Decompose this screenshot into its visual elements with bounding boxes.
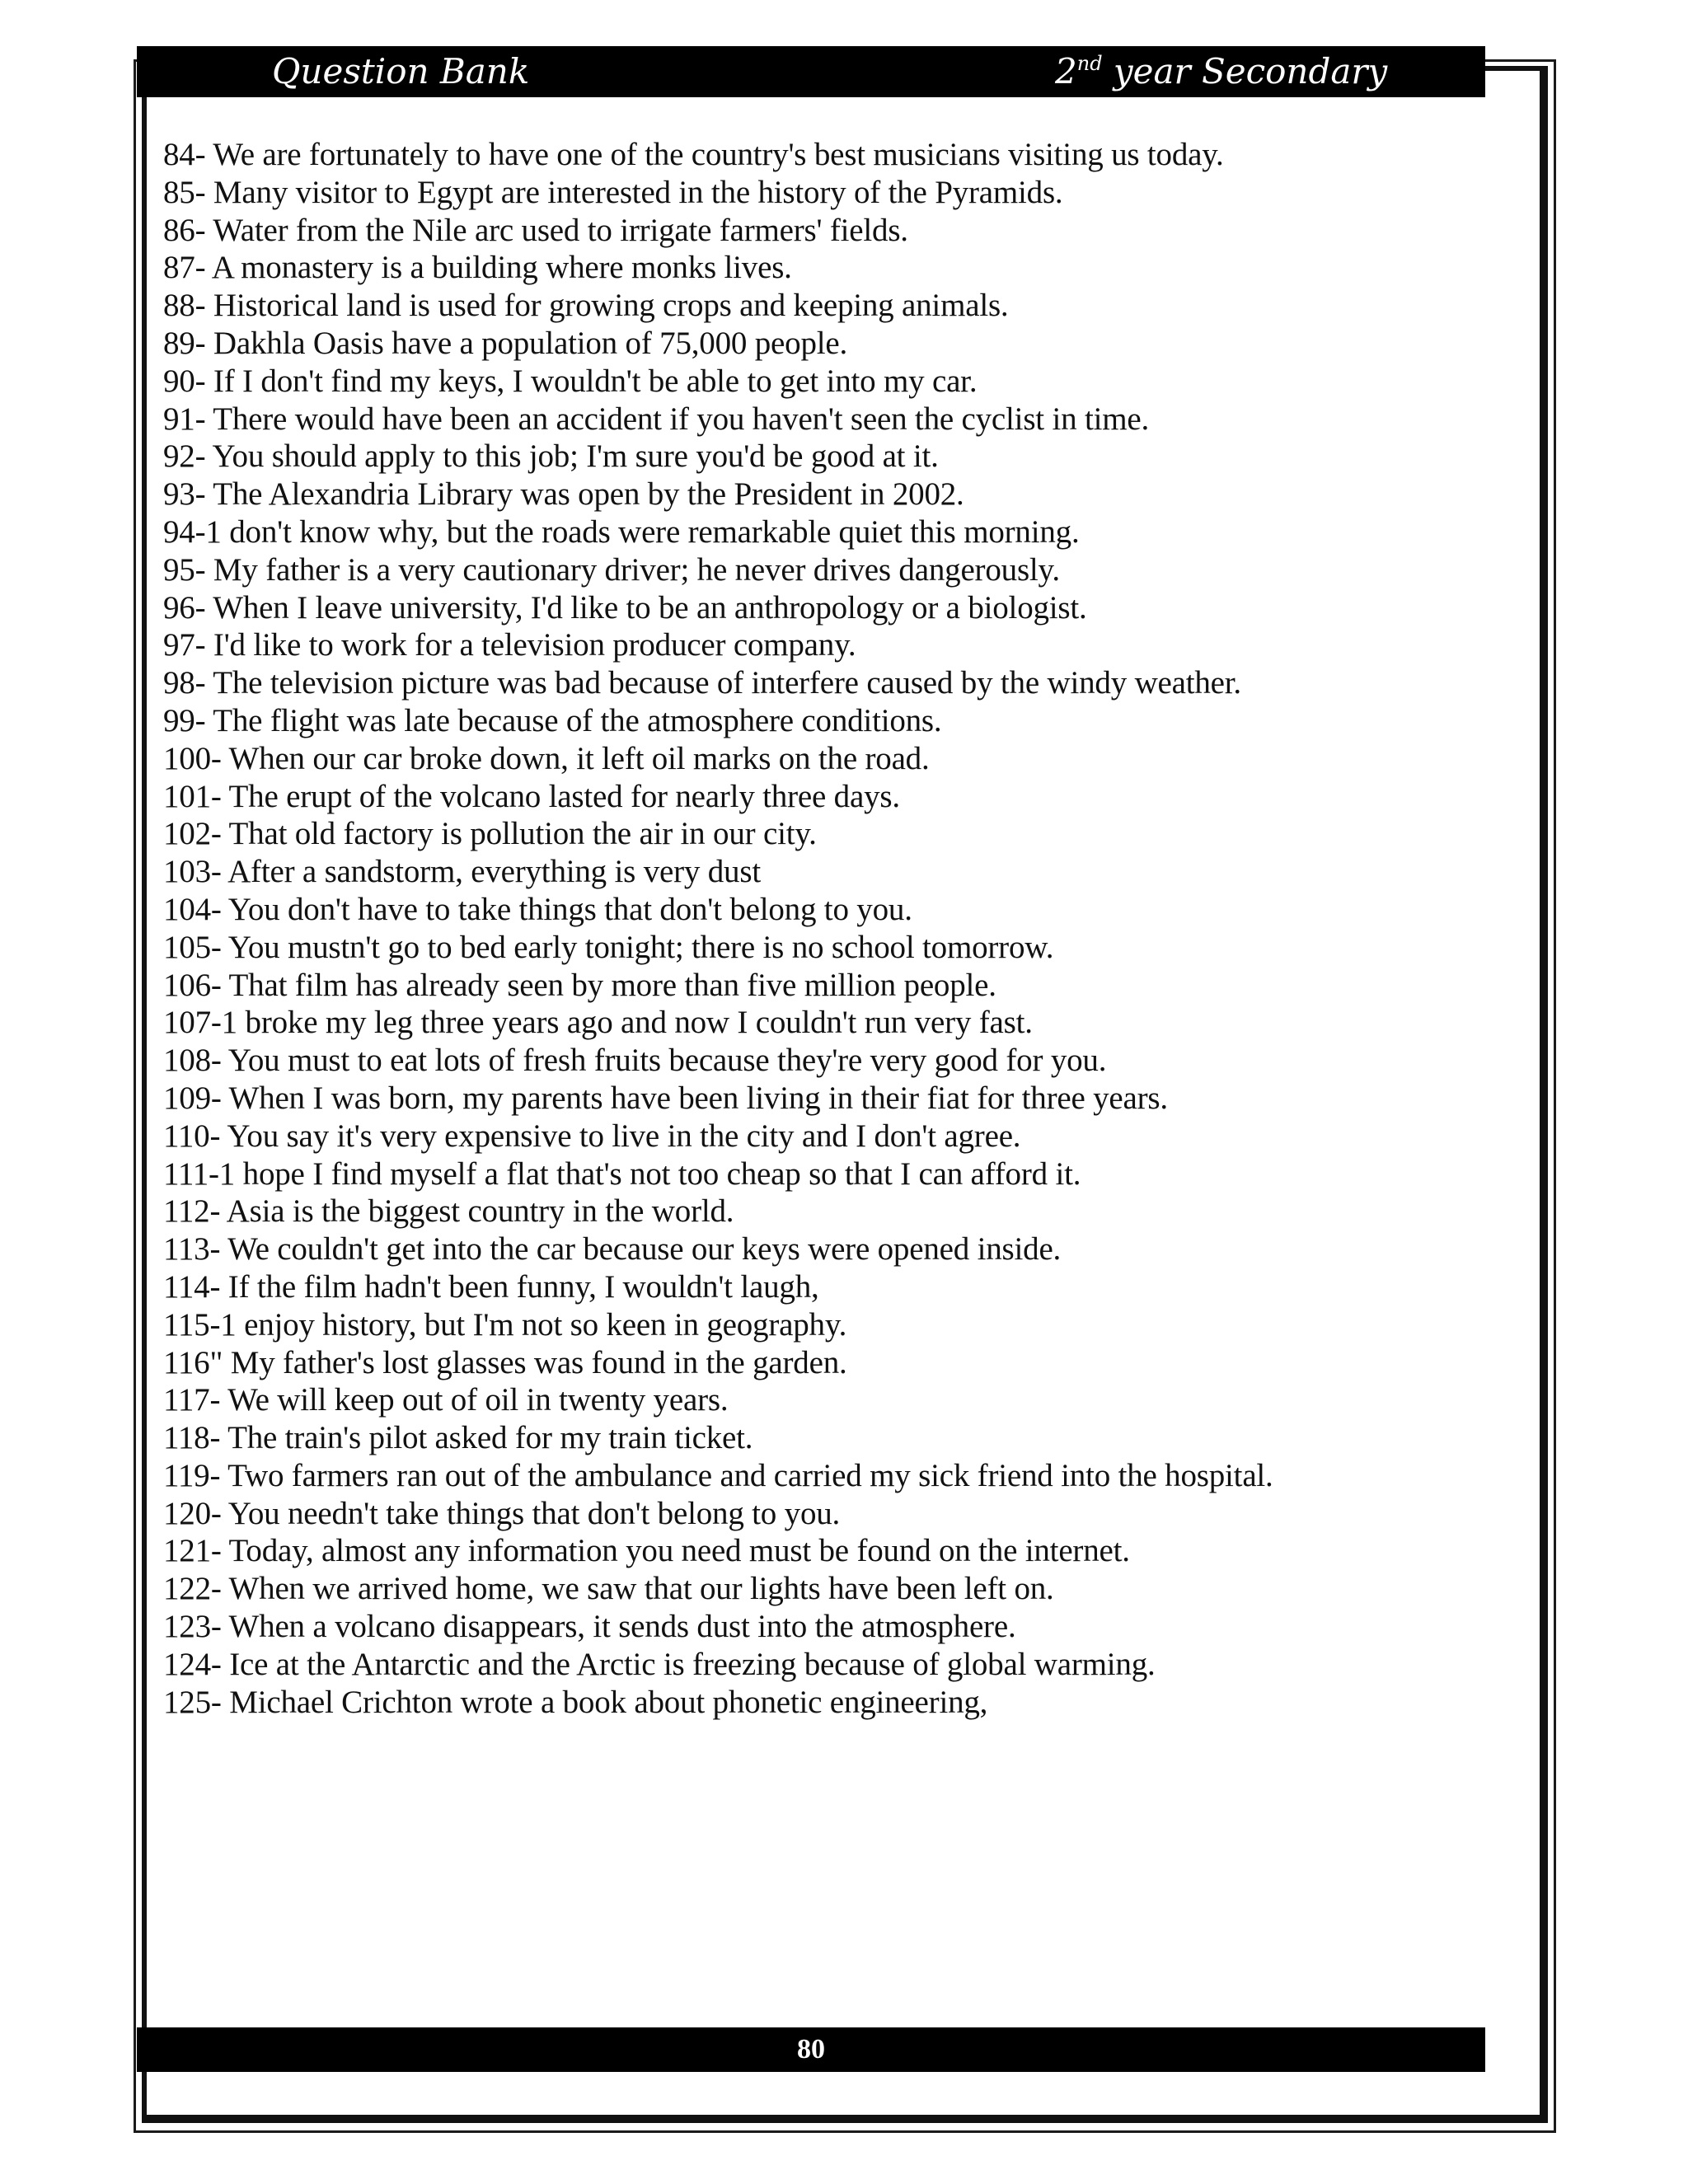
question-item: 98- The television picture was bad because of interfere caused by the windy weather. [163,665,1241,701]
question-item: 86- Water from the Nile arc used to irrigate farmers' fields. [163,212,908,248]
question-item: 96- When I leave university, I'd like to be an anthropology or a biologist. [163,589,1087,626]
question-item: 87- A monastery is a building where monks lives. [163,250,792,286]
question-item: 102- That old factory is pollution the air in our city. [163,816,817,852]
question-item: 90- If I don't find my keys, I wouldn't be able to get into my car. [163,363,978,399]
question-item: 92- You should apply to this job; I'm sure you'd be good at it. [163,438,939,475]
question-item: 108- You must to eat lots of fresh fruits because they're very good for you. [163,1043,1107,1079]
question-item: 107-1 broke my leg three years ago and now I couldn't run very fast. [163,1005,1033,1041]
question-item: 121- Today, almost any information you need must be found on the internet. [163,1533,1130,1569]
page-number: 80 [797,2034,825,2064]
question-item: 114- If the film hadn't been funny, I wouldn't laugh, [163,1268,819,1305]
question-item: 95- My father is a very cautionary driver; he never drives dangerously. [163,551,1060,588]
question-item: 84- We are fortunately to have one of the country's best musicians visiting us today. [163,137,1224,172]
question-item: 124- Ice at the Antarctic and the Arctic is freezing because of global warming. [163,1646,1156,1682]
question-item: 103- After a sandstorm, everything is very dust [163,854,761,890]
question-item: 101- The erupt of the volcano lasted for nearly three days. [163,778,900,814]
question-item: 88- Historical land is used for growing crops and keeping animals. [163,288,1009,324]
header-grade [1055,46,1387,97]
question-item: 109- When I was born, my parents have been living in their fiat for three years. [163,1080,1168,1116]
question-item: 120- You needn't take things that don't belong to you. [163,1495,841,1531]
question-item: 106- That film has already seen by more than five million people. [163,967,996,1003]
question-item: 105- You mustn't go to bed early tonight; there is no school tomorrow. [163,929,1054,965]
question-item: 117- We will keep out of oil in twenty years. [163,1382,729,1418]
question-item: 91- There would have been an accident if you haven't seen the cyclist in time. [163,401,1150,437]
question-item: 100- When our car broke down, it left oil marks on the road. [163,740,930,776]
question-item: 125- Michael Crichton wrote a book about phonetic engineering, [163,1684,988,1720]
question-item: 110- You say it's very expensive to live in the city and I don't agree. [163,1118,1021,1154]
question-item: 118- The train's pilot asked for my train ticket. [163,1420,753,1456]
question-item: 116" My father's lost glasses was found in the garden. [163,1344,847,1380]
question-item: 122- When we arrived home, we saw that our lights have been left on. [163,1571,1054,1607]
question-item: 112- Asia is the biggest country in the world. [163,1193,734,1230]
question-item: 93- The Alexandria Library was open by the President in 2002. [163,476,964,513]
question-item: 89- Dakhla Oasis have a population of 75,000 people. [163,325,848,361]
page-frame-shadow-right [1540,71,1548,2123]
question-item: 104- You don't have to take things that don't belong to you. [163,891,912,927]
question-item: 113- We couldn't get into the car because our keys were opened inside. [163,1231,1062,1268]
header-title: Question Bank [272,51,530,91]
question-item: 123- When a volcano disappears, it sends dust into the atmosphere. [163,1609,1016,1645]
question-list [163,136,1515,1721]
header-grade-number: 2 [1055,51,1077,91]
question-item: 94-1 don't know why, but the roads were remarkable quiet this morning. [163,513,1080,550]
question-item: 119- Two farmers ran out of the ambulance and carried my sick friend into the hospital. [163,1457,1273,1493]
question-item: 115-1 enjoy history, but I'm not so keen in geography. [163,1306,847,1343]
question-item: 97- I'd like to work for a television producer company. [163,627,856,663]
question-item: 111-1 hope I find myself a flat that's not too cheap so that I can afford it. [163,1155,1081,1192]
header-grade-ordinal: nd [1076,52,1103,75]
page-frame-shadow-bottom [147,2115,1548,2123]
header-grade-label: year Secondary [1102,51,1388,91]
question-item: 99- The flight was late because of the atmosphere conditions. [163,702,942,738]
question-item: 85- Many visitor to Egypt are interested in the history of the Pyramids. [163,174,1063,210]
